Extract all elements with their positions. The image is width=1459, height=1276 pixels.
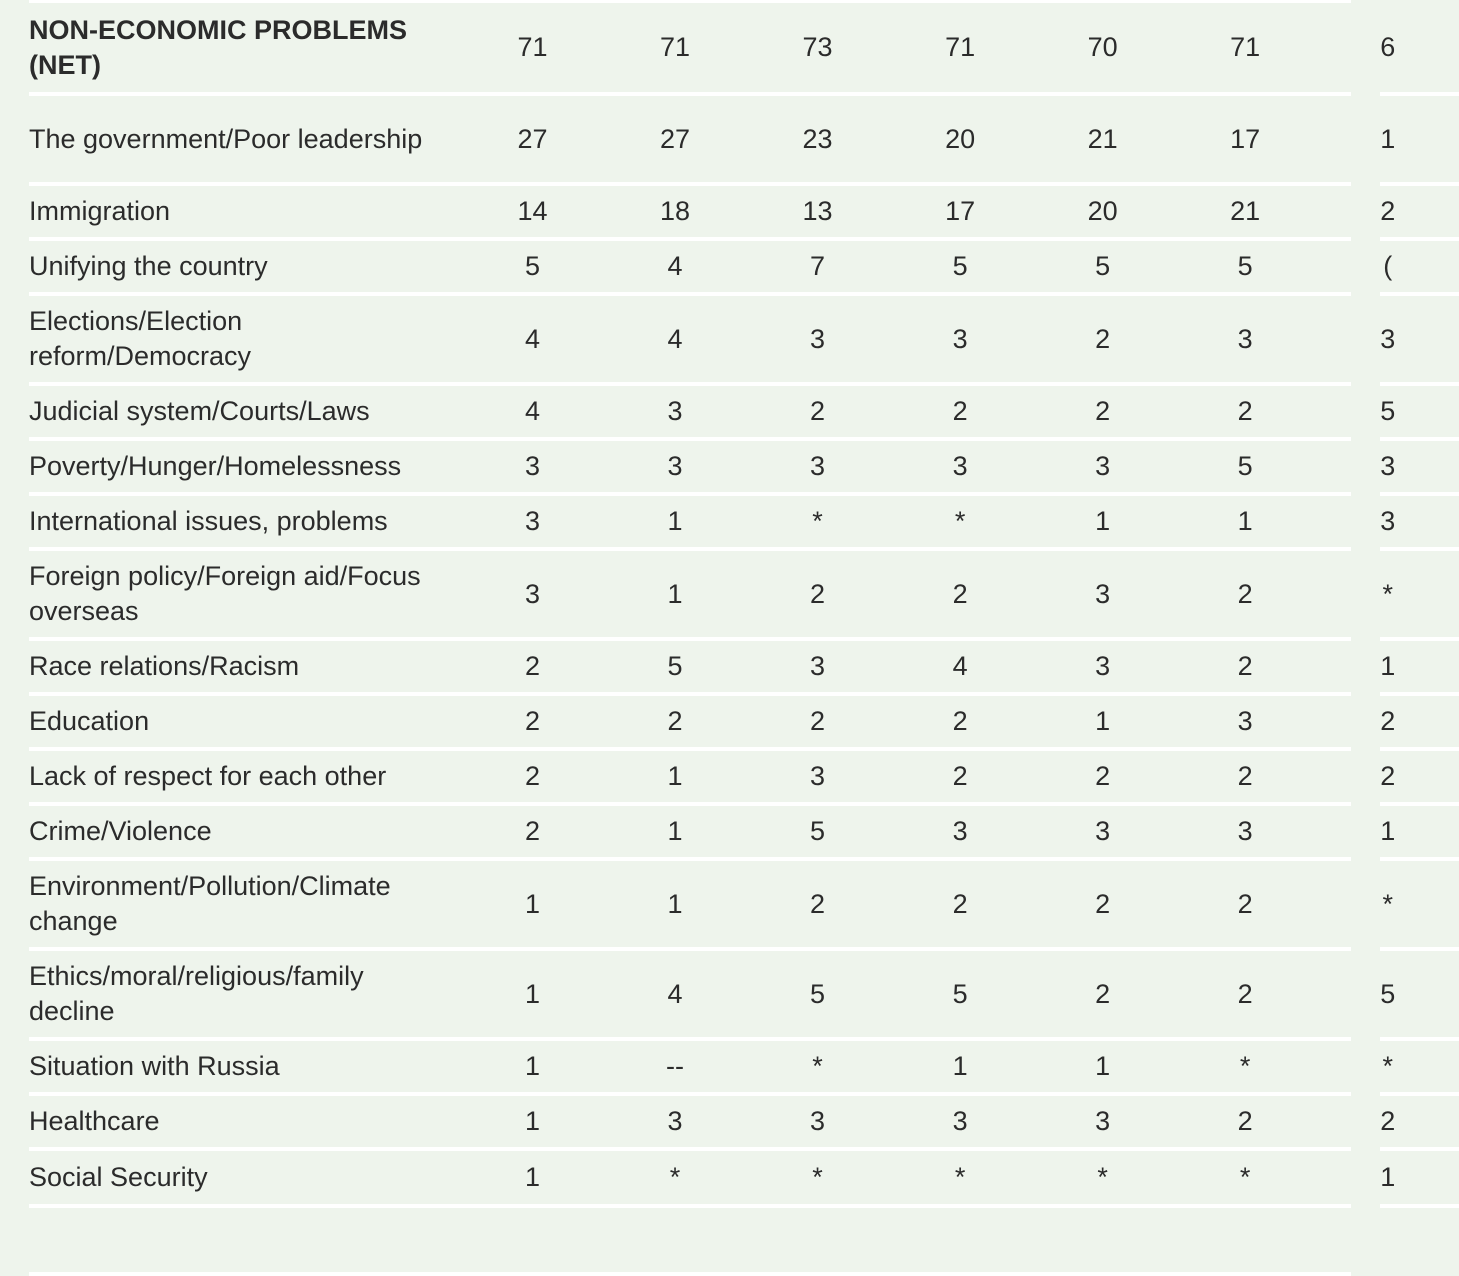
row-label: Foreign policy/Foreign aid/Focus overseas xyxy=(29,549,461,639)
cell-value: 4 xyxy=(604,239,747,294)
table-row xyxy=(29,549,1459,639)
cell-value: * xyxy=(746,1039,889,1094)
table-row xyxy=(29,1094,1459,1149)
problems-table xyxy=(29,3,1459,1208)
cell-value: 5 xyxy=(746,949,889,1039)
table-row xyxy=(29,384,1459,439)
row-label: Environment/Pollution/Climate change xyxy=(29,859,461,949)
cell-value: 20 xyxy=(1031,184,1174,239)
cell-value: 2 xyxy=(604,694,747,749)
cell-value: * xyxy=(1316,1039,1459,1094)
cell-value: 3 xyxy=(746,639,889,694)
cell-value: 5 xyxy=(604,639,747,694)
row-label: Education xyxy=(29,694,461,749)
cell-value: 2 xyxy=(746,694,889,749)
cell-value: 2 xyxy=(1174,1094,1317,1149)
cell-value: 1 xyxy=(1031,494,1174,549)
cell-value: 2 xyxy=(1316,1094,1459,1149)
cell-value: 5 xyxy=(1031,239,1174,294)
table-row xyxy=(29,694,1459,749)
cell-value: 1 xyxy=(1316,804,1459,859)
table-row xyxy=(29,1149,1459,1206)
cell-value: 17 xyxy=(1174,94,1317,184)
cell-value: 71 xyxy=(889,3,1032,94)
cell-value: 1 xyxy=(461,1094,604,1149)
cell-value: 3 xyxy=(604,1094,747,1149)
cell-value: * xyxy=(746,1149,889,1206)
row-label: Immigration xyxy=(29,184,461,239)
table-row xyxy=(29,239,1459,294)
table-row xyxy=(29,439,1459,494)
row-label: Situation with Russia xyxy=(29,1039,461,1094)
table-row xyxy=(29,749,1459,804)
cell-value: 3 xyxy=(604,439,747,494)
row-label: Lack of respect for each other xyxy=(29,749,461,804)
cell-value: 1 xyxy=(604,494,747,549)
cell-value: 1 xyxy=(1316,1149,1459,1206)
cell-value: 4 xyxy=(461,384,604,439)
cell-value: 1 xyxy=(1031,694,1174,749)
cell-value: 3 xyxy=(1174,294,1317,384)
cell-value: 4 xyxy=(889,639,1032,694)
cell-value: 70 xyxy=(1031,3,1174,94)
row-label: Ethics/moral/religious/family decline xyxy=(29,949,461,1039)
cell-value: 3 xyxy=(461,439,604,494)
cell-value: 3 xyxy=(604,384,747,439)
table-row xyxy=(29,1039,1459,1094)
row-label: Crime/Violence xyxy=(29,804,461,859)
cell-value: 2 xyxy=(889,694,1032,749)
cell-value: * xyxy=(1174,1149,1317,1206)
cell-value: 1 xyxy=(1174,494,1317,549)
table-row xyxy=(29,639,1459,694)
cell-value: 1 xyxy=(1031,1039,1174,1094)
row-label: International issues, problems xyxy=(29,494,461,549)
cell-value: 7 xyxy=(746,239,889,294)
cell-value: 1 xyxy=(461,859,604,949)
table-row xyxy=(29,804,1459,859)
cell-value: 3 xyxy=(746,749,889,804)
bottom-divider xyxy=(29,1272,1351,1276)
cell-value: 1 xyxy=(1316,639,1459,694)
cell-value: 2 xyxy=(1174,949,1317,1039)
cell-value: 6 xyxy=(1316,3,1459,94)
cell-value: * xyxy=(1316,859,1459,949)
cell-value: 71 xyxy=(604,3,747,94)
row-label: The government/Poor leadership xyxy=(29,94,461,184)
cell-value: 2 xyxy=(746,859,889,949)
cell-value: 3 xyxy=(746,439,889,494)
row-label: Judicial system/Courts/Laws xyxy=(29,384,461,439)
cell-value: 3 xyxy=(1174,804,1317,859)
cell-value: 2 xyxy=(1174,639,1317,694)
cell-value: 3 xyxy=(1316,494,1459,549)
cell-value: -- xyxy=(604,1039,747,1094)
row-label: Elections/Election reform/Democracy xyxy=(29,294,461,384)
cell-value: 5 xyxy=(889,949,1032,1039)
cell-value: 27 xyxy=(461,94,604,184)
cell-value: 3 xyxy=(889,294,1032,384)
cell-value: 1 xyxy=(604,549,747,639)
table-body xyxy=(29,3,1459,1206)
cell-value: 3 xyxy=(889,439,1032,494)
cell-value: 3 xyxy=(1031,639,1174,694)
cell-value: 1 xyxy=(461,1149,604,1206)
cell-value: 3 xyxy=(1031,1094,1174,1149)
row-label: Healthcare xyxy=(29,1094,461,1149)
cell-value: * xyxy=(746,494,889,549)
cell-value: 3 xyxy=(1031,549,1174,639)
cell-value: 2 xyxy=(889,549,1032,639)
row-label: NON-ECONOMIC PROBLEMS (NET) xyxy=(29,3,461,94)
cell-value: 1 xyxy=(604,859,747,949)
cell-value: 18 xyxy=(604,184,747,239)
cell-value: 71 xyxy=(1174,3,1317,94)
row-label: Unifying the country xyxy=(29,239,461,294)
cell-value: 5 xyxy=(1174,239,1317,294)
cell-value: 1 xyxy=(461,949,604,1039)
cell-value: 3 xyxy=(1316,294,1459,384)
cell-value: 5 xyxy=(1316,384,1459,439)
table-row-net xyxy=(29,3,1459,94)
cell-value: 2 xyxy=(1031,949,1174,1039)
cell-value: 3 xyxy=(461,494,604,549)
cell-value: 3 xyxy=(746,294,889,384)
cell-value: 3 xyxy=(461,549,604,639)
cell-value: 5 xyxy=(746,804,889,859)
cell-value: 3 xyxy=(746,1094,889,1149)
cell-value: 2 xyxy=(1316,749,1459,804)
cell-value: * xyxy=(889,1149,1032,1206)
cell-value: 2 xyxy=(889,384,1032,439)
cell-value: 3 xyxy=(889,1094,1032,1149)
cell-value: 2 xyxy=(1174,384,1317,439)
cell-value: 2 xyxy=(1316,184,1459,239)
cell-value: ( xyxy=(1316,239,1459,294)
cell-value: 21 xyxy=(1031,94,1174,184)
cell-value: 2 xyxy=(1174,749,1317,804)
cell-value: 2 xyxy=(461,749,604,804)
row-label: Race relations/Racism xyxy=(29,639,461,694)
cell-value: 5 xyxy=(461,239,604,294)
cell-value: 1 xyxy=(461,1039,604,1094)
cell-value: 14 xyxy=(461,184,604,239)
table-row xyxy=(29,859,1459,949)
cell-value: 5 xyxy=(1316,949,1459,1039)
cell-value: 20 xyxy=(889,94,1032,184)
cell-value: 2 xyxy=(1031,749,1174,804)
cell-value: 5 xyxy=(889,239,1032,294)
cell-value: 1 xyxy=(889,1039,1032,1094)
cell-value: 4 xyxy=(604,294,747,384)
cell-value: 71 xyxy=(461,3,604,94)
cell-value: 1 xyxy=(604,804,747,859)
cell-value: 2 xyxy=(746,384,889,439)
row-label: Poverty/Hunger/Homelessness xyxy=(29,439,461,494)
cell-value: 2 xyxy=(1031,859,1174,949)
table-row xyxy=(29,294,1459,384)
cell-value: 1 xyxy=(604,749,747,804)
table-row xyxy=(29,494,1459,549)
table-row xyxy=(29,949,1459,1039)
cell-value: 13 xyxy=(746,184,889,239)
right-clip xyxy=(1351,0,1380,1276)
cell-value: * xyxy=(1031,1149,1174,1206)
cell-value: 73 xyxy=(746,3,889,94)
cell-value: * xyxy=(604,1149,747,1206)
cell-value: 2 xyxy=(889,749,1032,804)
cell-value: 3 xyxy=(1031,804,1174,859)
table-row xyxy=(29,94,1459,184)
cell-value: 23 xyxy=(746,94,889,184)
cell-value: 3 xyxy=(1031,439,1174,494)
cell-value: 2 xyxy=(746,549,889,639)
cell-value: 3 xyxy=(889,804,1032,859)
cell-value: 27 xyxy=(604,94,747,184)
cell-value: 2 xyxy=(461,804,604,859)
table-row xyxy=(29,184,1459,239)
cell-value: 3 xyxy=(1316,439,1459,494)
cell-value: 2 xyxy=(461,639,604,694)
cell-value: * xyxy=(889,494,1032,549)
cell-value: * xyxy=(1174,1039,1317,1094)
cell-value: 21 xyxy=(1174,184,1317,239)
cell-value: 5 xyxy=(1174,439,1317,494)
cell-value: 2 xyxy=(1031,384,1174,439)
cell-value: * xyxy=(1316,549,1459,639)
cell-value: 2 xyxy=(1316,694,1459,749)
cell-value: 1 xyxy=(1316,94,1459,184)
cell-value: 3 xyxy=(1174,694,1317,749)
cell-value: 2 xyxy=(461,694,604,749)
cell-value: 2 xyxy=(1031,294,1174,384)
cell-value: 4 xyxy=(604,949,747,1039)
cell-value: 2 xyxy=(1174,859,1317,949)
cell-value: 2 xyxy=(889,859,1032,949)
row-label: Social Security xyxy=(29,1149,461,1206)
cell-value: 4 xyxy=(461,294,604,384)
cell-value: 2 xyxy=(1174,549,1317,639)
cell-value: 17 xyxy=(889,184,1032,239)
